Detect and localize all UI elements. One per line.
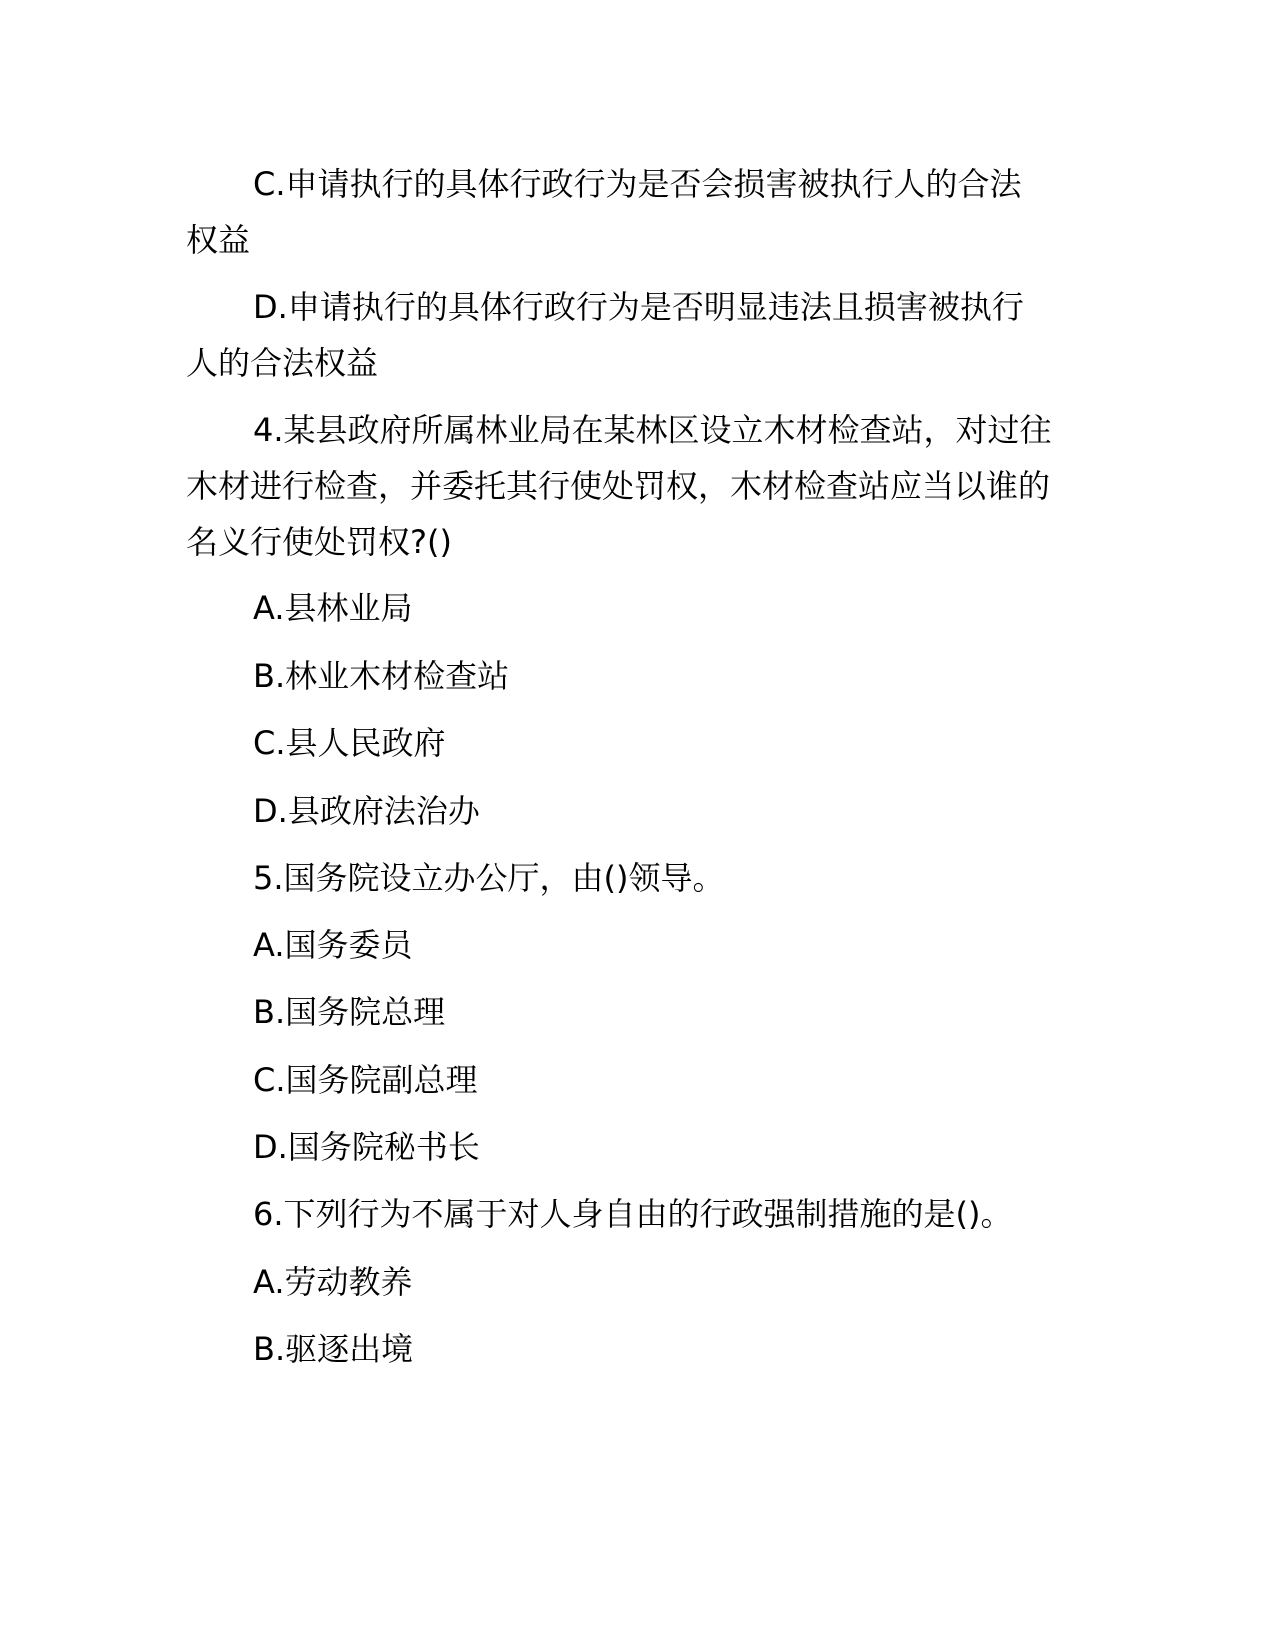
- q6-option-a: A.劳动教养: [253, 1263, 413, 1301]
- option-d-line-1: D.申请执行的具体行政行为是否明显违法且损害被执行: [253, 288, 1024, 326]
- question-4-line-1: 4.某县政府所属林业局在某林区设立木材检查站，对过往: [253, 411, 1052, 449]
- question-4-line-3: 名义行使处罚权?(): [186, 523, 452, 561]
- q4-option-c: C.县人民政府: [253, 724, 446, 762]
- q6-option-b: B.驱逐出境: [253, 1330, 414, 1368]
- q4-option-b: B.林业木材检查站: [253, 657, 510, 695]
- q4-option-d: D.县政府法治办: [253, 792, 480, 830]
- option-c-line-2: 权益: [186, 221, 251, 259]
- q5-option-b: B.国务院总理: [253, 993, 446, 1031]
- q4-option-a: A.县林业局: [253, 589, 413, 627]
- question-5: 5.国务院设立办公厅，由()领导。: [253, 859, 725, 897]
- q5-option-a: A.国务委员: [253, 926, 413, 964]
- q5-option-c: C.国务院副总理: [253, 1061, 478, 1099]
- option-c-line-1: C.申请执行的具体行政行为是否会损害被执行人的合法: [253, 165, 1022, 203]
- question-4-line-2: 木材进行检查，并委托其行使处罚权，木材检查站应当以谁的: [186, 467, 1051, 505]
- question-6: 6.下列行为不属于对人身自由的行政强制措施的是()。: [253, 1195, 1013, 1233]
- option-d-line-2: 人的合法权益: [186, 344, 379, 382]
- q5-option-d: D.国务院秘书长: [253, 1128, 480, 1166]
